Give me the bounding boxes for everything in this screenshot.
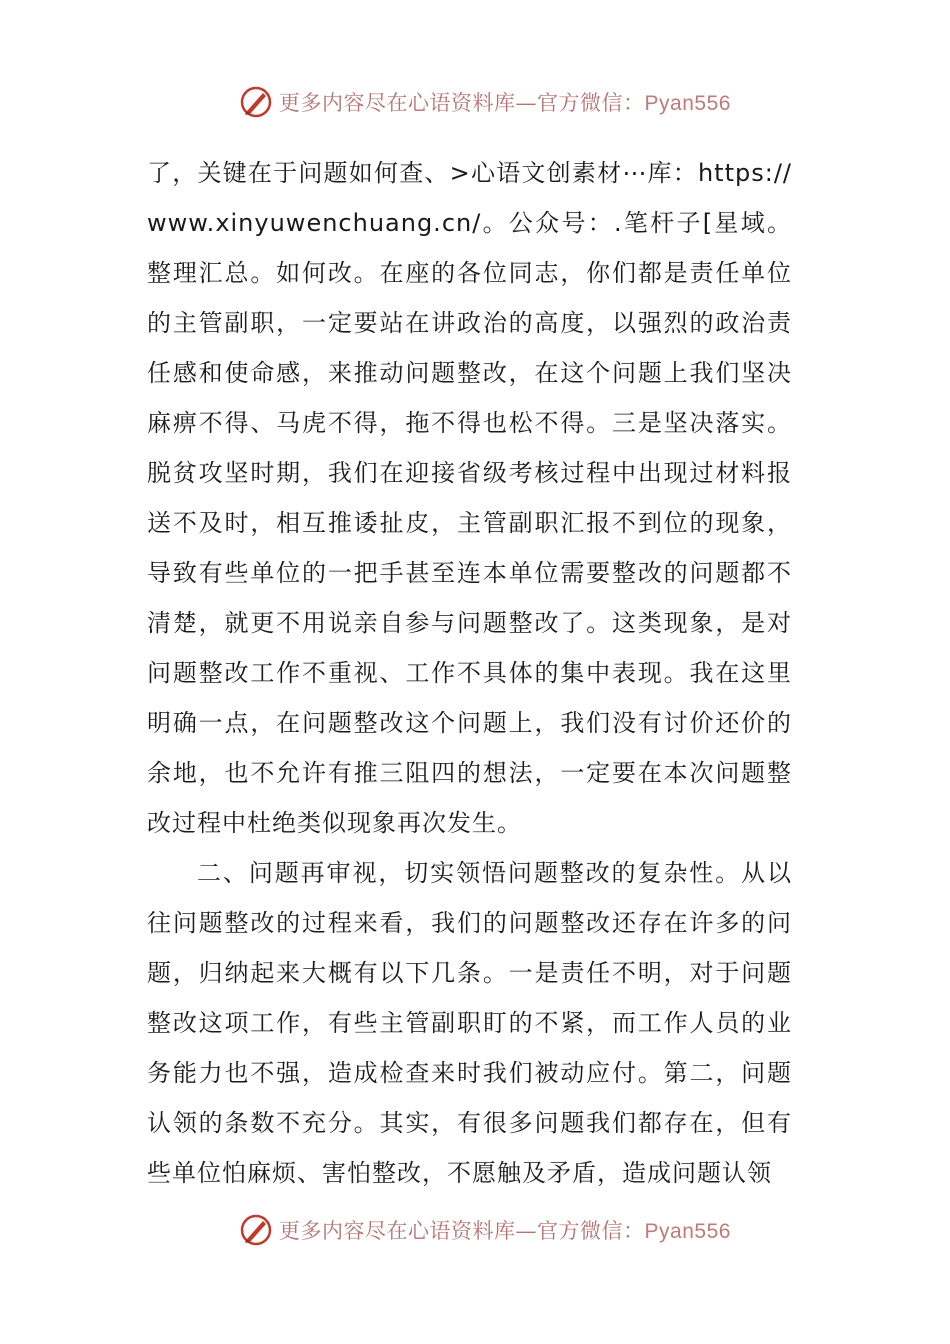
header-banner <box>0 82 950 122</box>
footer-banner-label: 更多内容尽在心语资料库—官方微信： <box>279 1219 645 1243</box>
header-banner-content <box>239 85 731 119</box>
footer-wechat-id: Pyan556 <box>644 1220 731 1243</box>
pen-logo-icon <box>239 1213 273 1247</box>
footer-banner-text <box>279 1215 731 1245</box>
footer-banner <box>0 1210 950 1250</box>
header-banner-text <box>279 87 731 117</box>
document-body <box>147 148 792 1198</box>
footer-banner-content <box>239 1213 731 1247</box>
body-paragraph-1: 了，关键在于问题如何查、>心语文创素材⋯库：https://www.xinyuwenchuang.cn/。公众号：.笔杆子[星域。整理汇总。如何改。在座的各位同志，你们都是责任单位的主管副职，一定要站在讲政治的高度，以强烈的政治责任感和使命感，来推动问题整改，在这个问题上我们坚决麻痹不得、马虎不得，拖不得也松不得。三是坚决落实。脱贫攻坚时期，我们在迎接省级考核过程中出现过材料报送不及时，相互推诿扯皮，主管副职汇报不到位的现象，导致有些单位的一把手甚至连本单位需要整改的问题都不清楚，就更不用说亲自参与问题整改了。这类现象，是对问题整改工作不重视、工作不具体的集中表现。我在这里明确一点，在问题整改这个问题上，我们没有讨价还价的余地，也不允许有推三阻四的想法，一定要在本次问题整改过程中杜绝类似现象再次发生。 <box>147 159 792 837</box>
pen-logo-icon <box>239 85 273 119</box>
header-wechat-id: Pyan556 <box>644 92 731 115</box>
body-paragraph-2: 二、问题再审视，切实领悟问题整改的复杂性。从以往问题整改的过程来看，我们的问题整改还存在许多的问题，归纳起来大概有以下几条。一是责任不明，对于问题整改这项工作，有些主管副职盯的不紧，而工作人员的业务能力也不强，造成检查来时我们被动应付。第二，问题认领的条数不充分。其实，有很多问题我们都存在，但有些单位怕麻烦、害怕整改，不愿触及矛盾，造成问题认领 <box>147 859 792 1187</box>
header-banner-label: 更多内容尽在心语资料库—官方微信： <box>279 91 645 115</box>
